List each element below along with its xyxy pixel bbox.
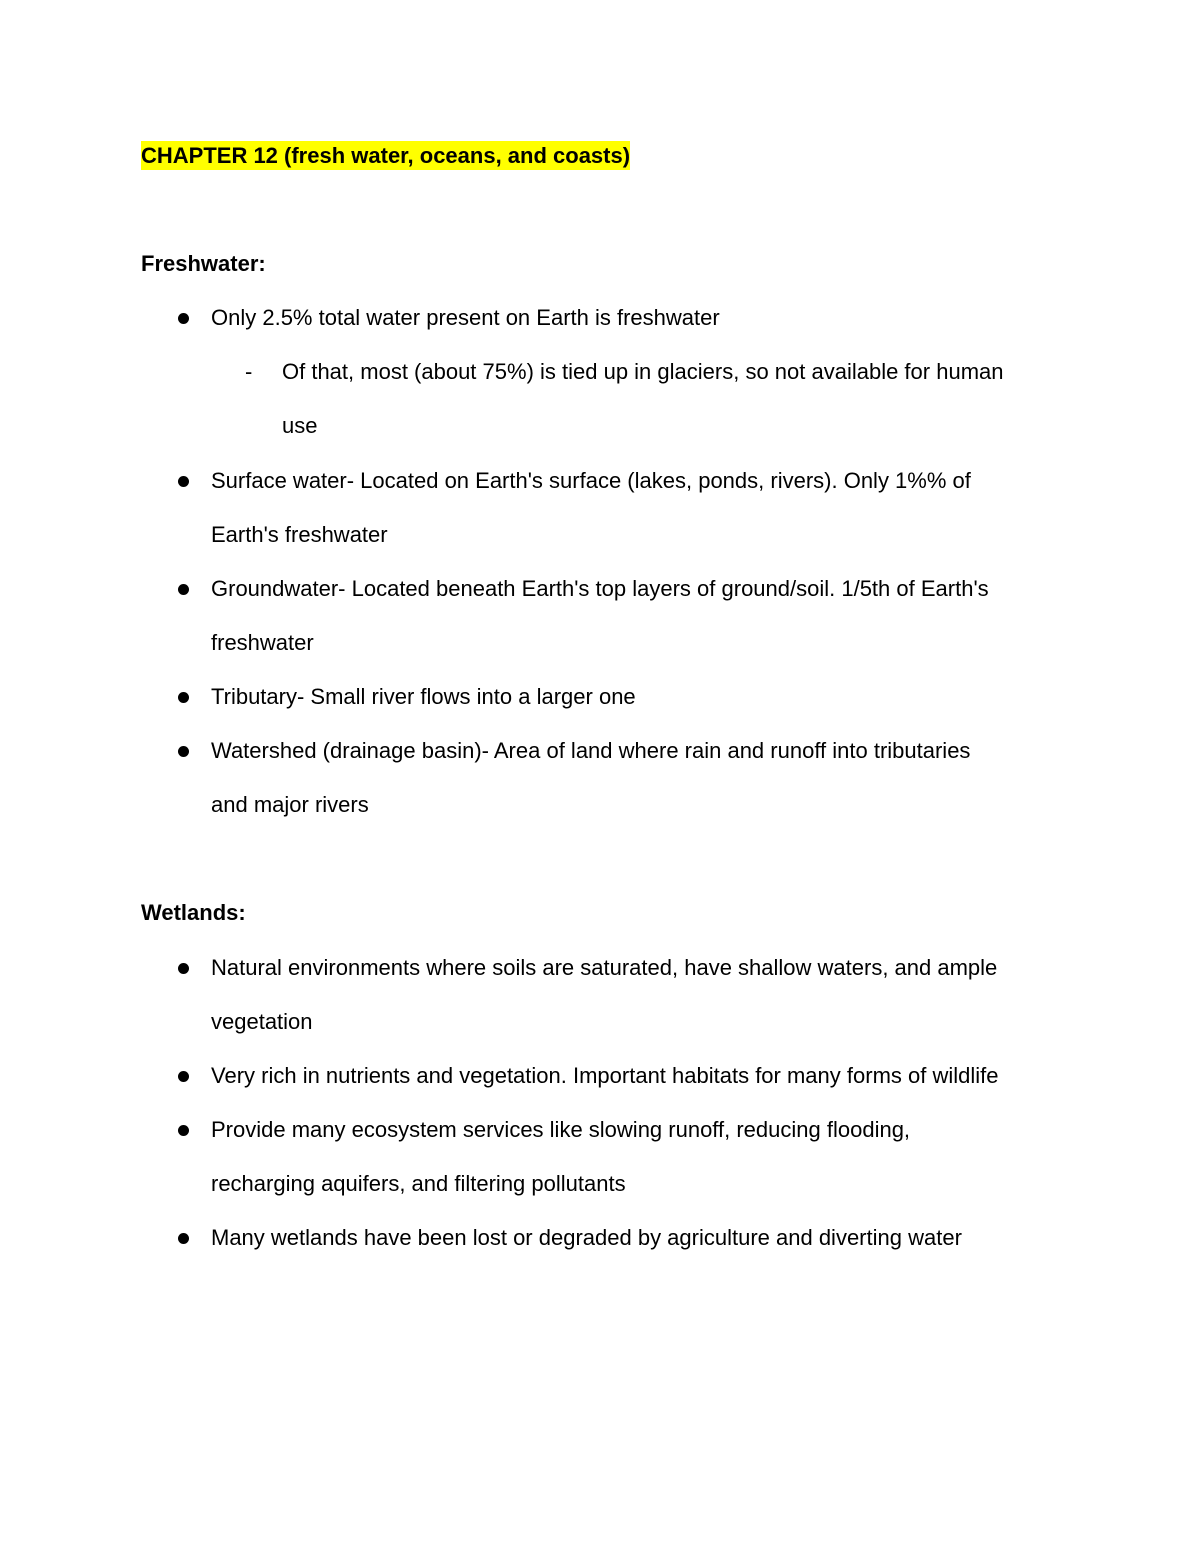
sub-list-item-line: use [282,413,318,438]
section-heading-wetlands: Wetlands: [141,900,246,925]
title-highlight: CHAPTER 12 (fresh water, oceans, and coasts) [141,143,631,168]
bullet-icon [178,1071,189,1082]
list-item-line: Earth's freshwater [211,522,388,547]
list-item-line: Provide many ecosystem services like slowing runoff, reducing flooding, [211,1117,911,1142]
list-item-line: freshwater [211,630,314,655]
list-item-line: Many wetlands have been lost or degraded by agriculture and diverting water [211,1225,962,1250]
list-item-line: Watershed (drainage basin)- Area of land where rain and runoff into tributaries [211,738,971,763]
bullet-icon [178,313,189,324]
sub-bullet-dash: - [245,359,253,384]
list-item-line: and major rivers [211,792,369,817]
list-item-line: Only 2.5% total water present on Earth is freshwater [211,305,720,330]
list-item-line: Surface water- Located on Earth's surface (lakes, ponds, rivers). Only 1%% of [211,468,971,493]
bullet-icon [178,1125,189,1136]
list-item-line: vegetation [211,1009,313,1034]
bullet-icon [178,963,189,974]
list-item-line: Natural environments where soils are saturated, have shallow waters, and ample [211,955,998,980]
bullet-icon [178,1233,189,1244]
bullet-icon [178,584,189,595]
list-item-line: Groundwater- Located beneath Earth's top layers of ground/soil. 1/5th of Earth's [211,576,989,601]
section-heading-freshwater: Freshwater: [141,251,266,276]
bullet-icon [178,692,189,703]
bullet-icon [178,476,189,487]
list-item-line: Tributary- Small river flows into a larger one [211,684,636,709]
page-title [141,139,630,173]
list-item-line: recharging aquifers, and filtering pollutants [211,1171,626,1196]
bullet-icon [178,746,189,757]
sub-list-item-line: Of that, most (about 75%) is tied up in glaciers, so not available for human [282,359,1004,384]
list-item-line: Very rich in nutrients and vegetation. Important habitats for many forms of wildlife [211,1063,999,1088]
